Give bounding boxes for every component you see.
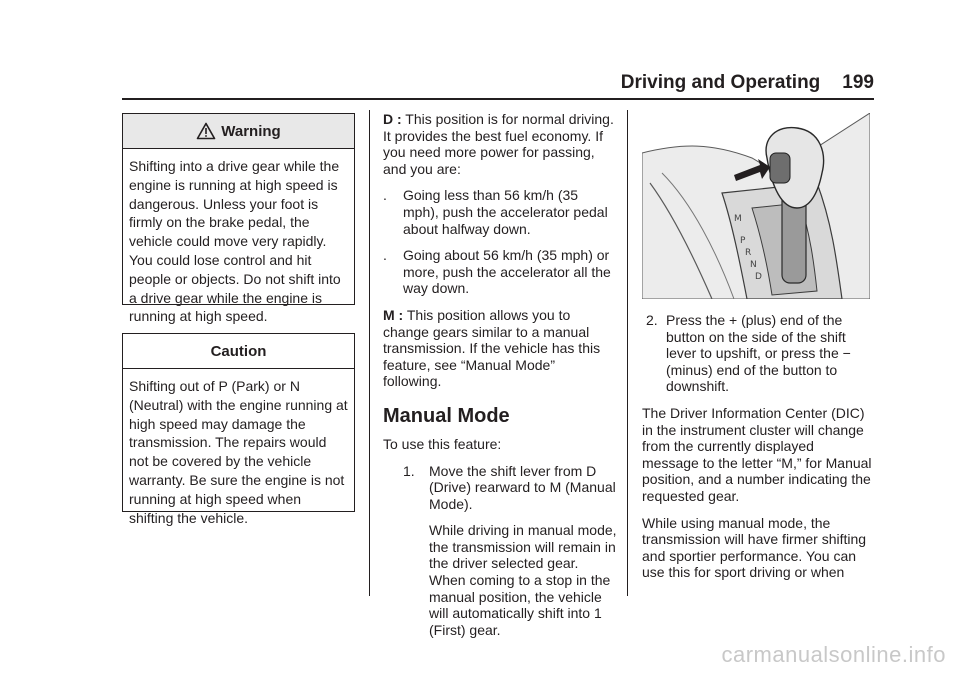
column-divider-left <box>369 110 370 596</box>
right-column <box>642 312 874 591</box>
svg-text:D: D <box>755 272 762 282</box>
svg-text:M: M <box>734 214 742 224</box>
header-rule <box>122 98 874 100</box>
caution-box <box>122 333 355 526</box>
watermark: carmanualsonline.info <box>721 642 946 667</box>
column-divider-right <box>627 110 628 596</box>
shift-lever-illustration <box>642 113 870 299</box>
d-position-paragraph <box>383 111 617 177</box>
step-number: 1. <box>403 462 415 479</box>
section-title-header: Driving and Operating <box>620 72 821 93</box>
bullet-text: Going about 56 km/h (35 mph) or more, push the accelerator all the way down. <box>403 247 611 297</box>
svg-text:P: P <box>740 236 746 246</box>
svg-text:R: R <box>745 248 752 258</box>
m-position-paragraph <box>383 307 617 390</box>
step-text: Press the + (plus) end of the button on the side of the shift lever to upshift, or press the − (minus) end of the button to downshift. <box>666 312 851 395</box>
caution-box-header <box>123 334 354 369</box>
warning-box <box>122 113 355 325</box>
page-number: 199 <box>842 72 874 93</box>
intro-text: To use this feature: <box>383 435 502 452</box>
step-text: Move the shift lever from D (Drive) rearward to M (Manual Mode). <box>429 462 616 512</box>
caution-title: Caution <box>210 342 267 360</box>
step-item <box>383 463 617 513</box>
step-item <box>642 312 874 395</box>
bullet-text: Going less than 56 km/h (35 mph), push the accelerator pedal about halfway down. <box>403 187 608 237</box>
warning-box-header <box>123 114 354 149</box>
d-text: This position is for normal driving. It provides the best fuel economy. If you need more power for passing, and you are: <box>383 111 614 177</box>
bullet-mark: . <box>383 247 387 264</box>
page-header <box>621 72 874 94</box>
warning-title: Warning <box>221 122 281 140</box>
d-term: D : <box>383 111 402 127</box>
svg-text:N: N <box>750 260 757 270</box>
warning-text: Shifting into a drive gear while the engine is running at high speed is dangerous. Unless your foot is firmly on the brake pedal, the vehicle could move very rapidly. You could lose control and hit people or objects. Do not shift into a drive gear while the engine is running at high speed. <box>129 158 341 325</box>
section-heading: Manual Mode <box>383 404 510 427</box>
step-number: 2. <box>646 312 658 328</box>
m-text: This position allows you to change gears similar to a manual transmission. If the vehicle has this feature, see “Manual Mode” following. <box>383 306 601 390</box>
warning-triangle-icon <box>196 122 216 140</box>
caution-text: Shifting out of P (Park) or N (Neutral) with the engine running at high speed may damage the transmission. The repairs would not be covered by the vehicle warranty. Be sure the engine is not running at high speed when shifting the vehicle. <box>129 378 348 526</box>
dic-paragraph: The Driver Information Center (DIC) in the instrument cluster will change from the currently displayed message to the letter “M,” for Manual position, and a number indicating the requested gear. <box>642 404 872 504</box>
list-item <box>383 187 617 237</box>
bullet-mark: . <box>383 187 387 204</box>
manual-mode-paragraph: While using manual mode, the transmission will have firmer shifting and sportier performance. You can use this for sport driving or when <box>642 514 867 581</box>
middle-column <box>383 111 617 648</box>
list-item <box>383 247 617 297</box>
step-continuation: While driving in manual mode, the transmission will remain in the driver selected gear. When coming to a stop in the manual position, the vehicle will automatically shift into 1 (First) gear. <box>429 522 617 638</box>
m-term: M : <box>383 306 404 323</box>
